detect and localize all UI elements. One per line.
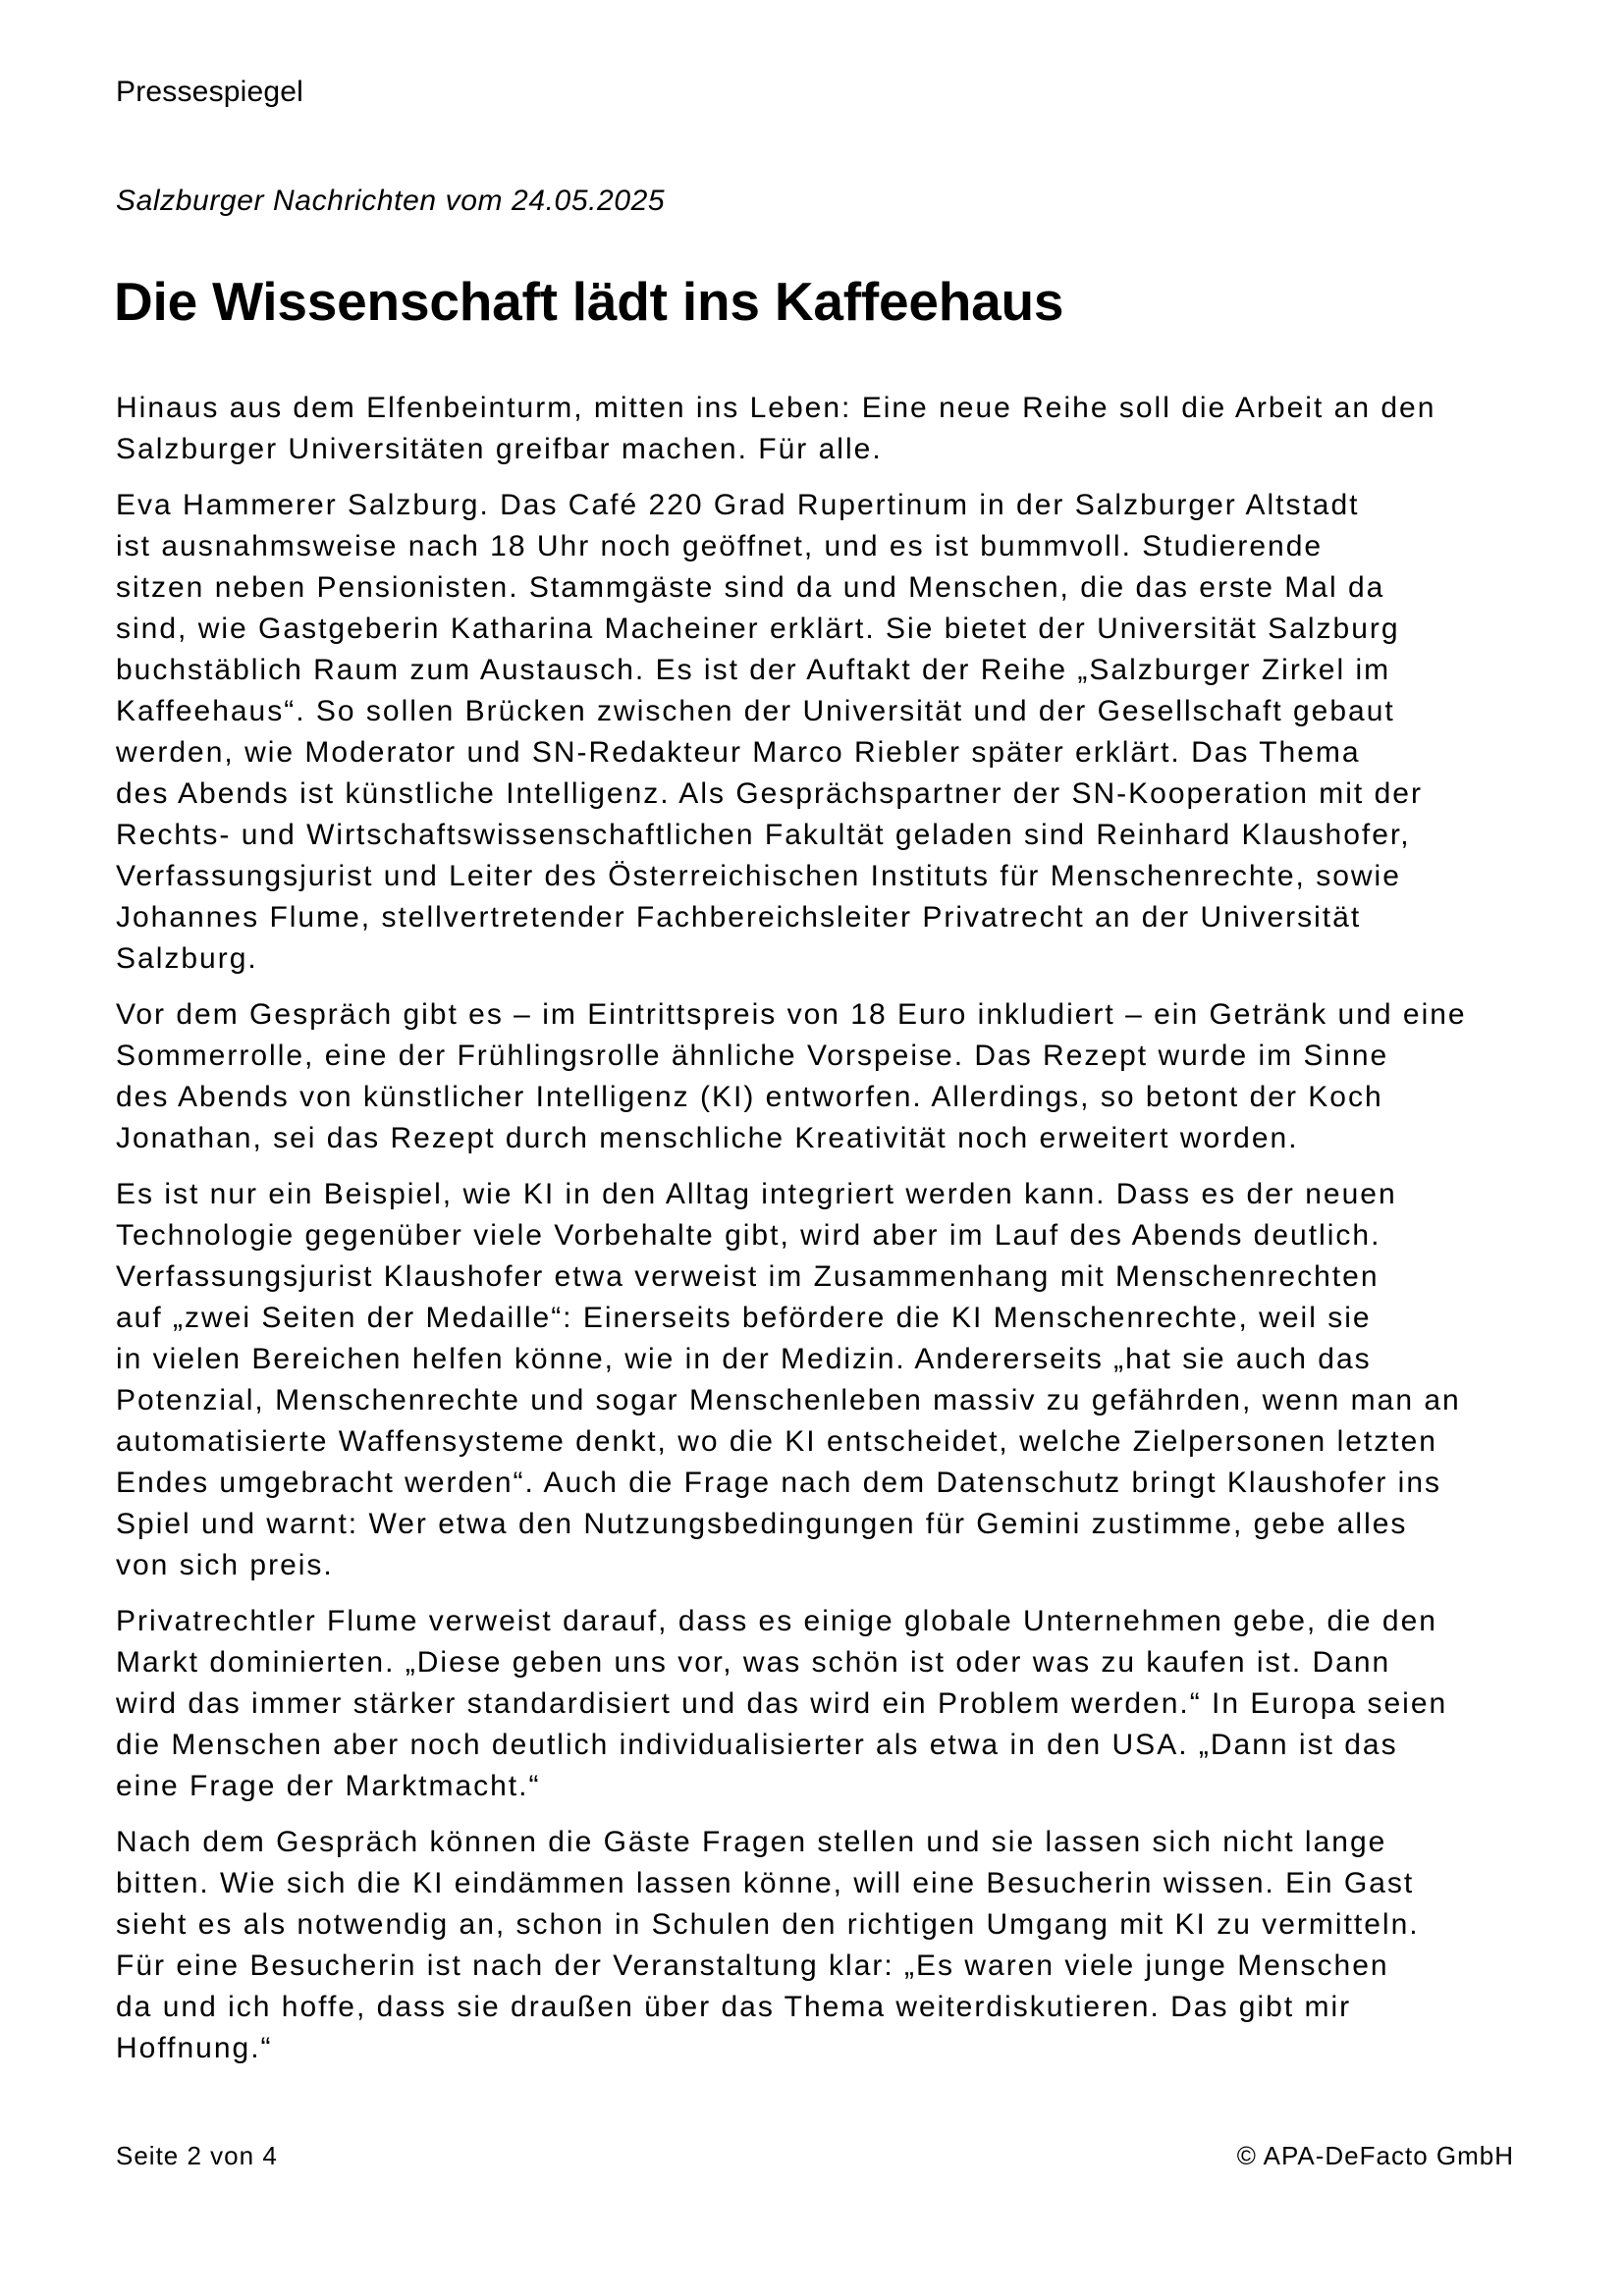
text-line: Verfassungsjurist Klaushofer etwa verweist im Zusammenhang mit Menschenrechten — [116, 1260, 1380, 1293]
text-line: Salzburger Universitäten greifbar machen. Für alle. — [116, 433, 883, 465]
text-line: des Abends ist künstliche Intelligenz. Als Gesprächspartner der SN-Kooperation mit der — [116, 777, 1423, 810]
text-line: Nach dem Gespräch können die Gäste Fragen stellen und sie lassen sich nicht lange — [116, 1826, 1387, 1858]
paragraph — [116, 994, 1569, 1159]
text-line: Endes umgebracht werden“. Auch die Frage nach dem Datenschutz bringt Klaushofer ins — [116, 1467, 1442, 1499]
text-line: Johannes Flume, stellvertretender Fachbereichsleiter Privatrecht an der Universität — [116, 901, 1362, 934]
text-line: wird das immer stärker standardisiert und das wird ein Problem werden.“ In Europa seien — [116, 1687, 1448, 1720]
footer-copyright: © APA-DeFacto GmbH — [1236, 2141, 1514, 2170]
text-line: Salzburg. — [116, 942, 258, 975]
text-line: Sommerrolle, eine der Frühlingsrolle ähnliche Vorspeise. Das Rezept wurde im Sinne — [116, 1040, 1389, 1072]
text-line: Jonathan, sei das Rezept durch menschliche Kreativität noch erweitert worden. — [116, 1122, 1299, 1154]
text-line: auf „zwei Seiten der Medaille“: Einerseits befördere die KI Menschenrechte, weil sie — [116, 1302, 1372, 1334]
report-title: Pressespiegel — [116, 76, 304, 108]
text-line: werden, wie Moderator und SN-Redakteur Marco Riebler später erklärt. Das Thema — [116, 736, 1361, 769]
article-body — [116, 388, 1569, 2084]
text-line: Privatrechtler Flume verweist darauf, dass es einige globale Unternehmen gebe, die den — [116, 1605, 1437, 1637]
text-line: von sich preis. — [116, 1549, 334, 1581]
article-headline: Die Wissenschaft lädt ins Kaffeehaus — [114, 271, 1064, 332]
text-line: des Abends von künstlicher Intelligenz (KI) entworfen. Allerdings, so betont der Koch — [116, 1081, 1383, 1113]
paragraph — [116, 485, 1569, 980]
text-line: Für eine Besucherin ist nach der Veranstaltung klar: „Es waren viele junge Menschen — [116, 1949, 1389, 1982]
page-footer — [116, 2141, 1514, 2171]
paragraph — [116, 1174, 1569, 1586]
text-line: da und ich hoffe, dass sie draußen über das Thema weiterdiskutieren. Das gibt mir — [116, 1991, 1352, 2023]
text-line: sitzen neben Pensionisten. Stammgäste sind da und Menschen, die das erste Mal da — [116, 571, 1385, 604]
text-line: Verfassungsjurist und Leiter des Österreichischen Instituts für Menschenrechte, sowie — [116, 860, 1401, 892]
paragraph — [116, 1822, 1569, 2069]
text-line: Spiel und warnt: Wer etwa den Nutzungsbedingungen für Gemini zustimme, gebe alles — [116, 1508, 1408, 1540]
text-line: eine Frage der Marktmacht.“ — [116, 1770, 541, 1802]
text-line: Vor dem Gespräch gibt es – im Eintrittspreis von 18 Euro inkludiert – ein Getränk und eine — [116, 998, 1467, 1031]
text-line: sieht es als notwendig an, schon in Schulen den richtigen Umgang mit KI zu vermitteln. — [116, 1908, 1420, 1941]
text-line: buchstäblich Raum zum Austausch. Es ist der Auftakt der Reihe „Salzburger Zirkel im — [116, 654, 1391, 686]
text-line: Markt dominierten. „Diese geben uns vor, was schön ist oder was zu kaufen ist. Dann — [116, 1646, 1391, 1679]
paragraph — [116, 388, 1569, 470]
text-line: die Menschen aber noch deutlich individualisierter als etwa in den USA. „Dann ist das — [116, 1729, 1398, 1761]
text-line: Es ist nur ein Beispiel, wie KI in den Alltag integriert werden kann. Dass es der neuen — [116, 1178, 1397, 1210]
text-line: Hinaus aus dem Elfenbeinturm, mitten ins Leben: Eine neue Reihe soll die Arbeit an den — [116, 392, 1436, 424]
text-line: Kaffeehaus“. So sollen Brücken zwischen der Universität und der Gesellschaft gebaut — [116, 695, 1395, 727]
text-line: Rechts- und Wirtschaftswissenschaftlichen Fakultät geladen sind Reinhard Klaushofer, — [116, 819, 1411, 851]
text-line: Potenzial, Menschenrechte und sogar Menschenleben massiv zu gefährden, wenn man an — [116, 1384, 1461, 1416]
text-line: bitten. Wie sich die KI eindämmen lassen könne, will eine Besucherin wissen. Ein Gast — [116, 1867, 1415, 1899]
paragraph — [116, 1601, 1569, 1807]
text-line: Technologie gegenüber viele Vorbehalte gibt, wird aber im Lauf des Abends deutlich. — [116, 1219, 1381, 1252]
text-line: in vielen Bereichen helfen könne, wie in der Medizin. Andererseits „hat sie auch das — [116, 1343, 1372, 1375]
text-line: Eva Hammerer Salzburg. Das Café 220 Grad Rupertinum in der Salzburger Altstadt — [116, 489, 1360, 521]
article-source-line: Salzburger Nachrichten vom 24.05.2025 — [116, 185, 666, 217]
text-line: automatisierte Waffensysteme denkt, wo die KI entscheidet, welche Zielpersonen letzten — [116, 1425, 1437, 1458]
text-line: ist ausnahmsweise nach 18 Uhr noch geöffnet, und es ist bummvoll. Studierende — [116, 530, 1324, 562]
footer-page-number: Seite 2 von 4 — [116, 2141, 278, 2170]
text-line: sind, wie Gastgeberin Katharina Macheiner erklärt. Sie bietet der Universität Salzburg — [116, 613, 1400, 645]
text-line: Hoffnung.“ — [116, 2032, 273, 2064]
